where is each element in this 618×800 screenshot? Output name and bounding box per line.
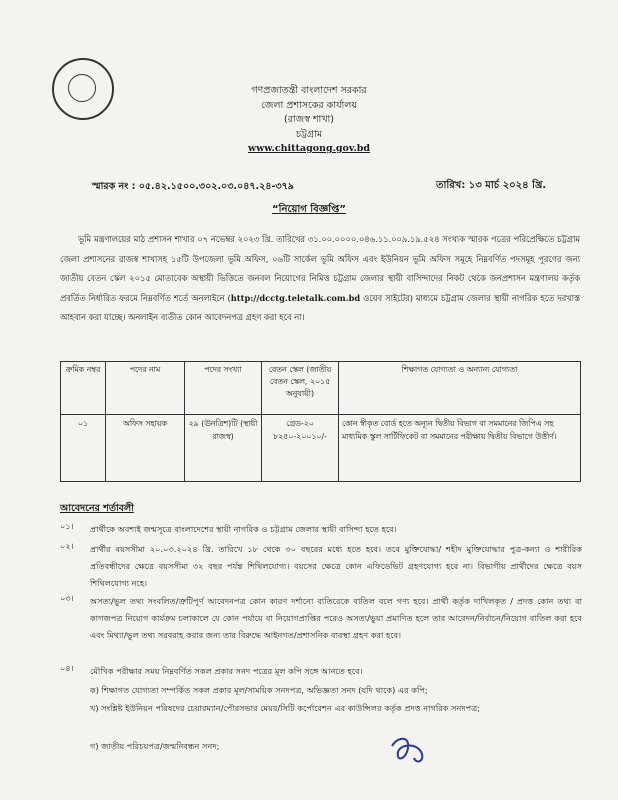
office-header — [0, 84, 618, 157]
term-text: প্রার্থীকে অবশ্যই জন্মসূত্রে বাংলাদেশের স্থায়ী নাগরিক ও চট্টগ্রাম জেলার স্থায়ী বাসিন্দা হতে হবে। — [90, 524, 397, 534]
notice-title-text: “নিয়োগ বিজ্ঞপ্তি” — [272, 204, 346, 215]
col-post-header: পদের নাম — [106, 362, 185, 415]
cell-serial: ০১ — [61, 415, 106, 482]
term-text: অসত্য/ভুল তথ্য সংবলিত/ত্রুটিপূর্ণ আবেদনপত্র কোন কারণ দর্শানো ব্যতিরেকে বাতিল বলে গণ্য হবে। প্রার্থী কর্তৃক দাখিলকৃত / প্রদত্ত কোন তথ্য বা কাগজপত্র নিয়োগ কার্যক্রম চলাকালে যে কোন পর্যায়ে বা নিয়োগপ্রাপ্তির পরেও অসত্য/ভুয়া প্রমাণিত হলে তার আবেদন/নির্বাচন/নিয়োগ বাতিল করা হবে এবং মিথ্যা/ভুল তথ্য সরবরাহ করার জন্য তার বিরুদ্ধে আইনগত/প্রশাসনিক ব্যবস্থা গ্রহণ করা হবে। — [90, 596, 582, 640]
term-number: ০১। — [60, 521, 74, 531]
term-number: ০৩। — [60, 593, 74, 603]
subitem-c: গ) জাতীয় পরিচয়পত্র/জন্মনিবন্ধন সনদ; — [90, 741, 220, 751]
intro-part-1: ভূমি মন্ত্রণালয়ের মাঠ প্রশাসন শাখার ০৭ নভেম্বর ২০২৩ খ্রি. তারিখের ৩১.০০.০০০০.০৪৬.১১.০০৯.১৯.৫২৪ সংখ্যক স্মারক পত্রের পরিপ্রেক্ষিতে চট্টগ্রাম জেলা প্রশাসনের রাজস্ব শাখাসহ ১৫টি উপজেলা ভূমি অফিস, ০৬টি সার্কেল ভূমি অফিস এবং ইউনিয়ন ভূমি অফিস সমূহে নিম্নবর্ণিত পদসমূহ পূরণের জন্য জাতীয় বেতন স্কেল ২০১৫ মোতাবেক অস্থায়ী ভিত্তিতে জনবল নিয়োগের নিমিত্ত চট্টগ্রাম জেলার স্থায়ী বাসিন্দাদের নিকট থেকে জনপ্রশাসন মন্ত্রণালয় কর্তৃক প্রবর্তিত নির্ধারিত ফরমে নিম্নবর্ণিত শর্তে অনলাইনে ( — [60, 234, 580, 303]
col-serial-header: ক্রমিক নম্বর — [61, 362, 106, 415]
term-number: ০২। — [60, 541, 74, 551]
subitem-b: খ) সংশ্লিষ্ট ইউনিয়ন পরিষদের চেয়ারম্যান/পৌরসভার মেয়র/সিটি কর্পোরেশন এর কাউন্সিলর কর্তৃক প্রদত্ত নাগরিক সনদপত্র; — [90, 703, 480, 713]
application-url-link[interactable]: http://dcctg.teletalk.com.bd — [230, 292, 361, 303]
terms-heading: আবেদনের শর্তাবলী — [60, 503, 134, 514]
col-count-header: পদের সংখ্যা — [185, 362, 262, 415]
vacancy-table — [60, 361, 581, 482]
header-line-office: জেলা প্রশাসকের কার্যালয় — [261, 99, 357, 111]
subitem-a: ক) শিক্ষাগত যোগ্যতা সম্পর্কিত সকল প্রকার মূল/সাময়িক সনদপত্র, অভিজ্ঞতা সনদ (যদি থাকে) এর কপি; — [90, 685, 428, 695]
term-number: ০৪। — [60, 663, 74, 673]
cell-scale: গ্রেড-২০ ৮২৫০-২০০১০/- — [262, 415, 339, 482]
header-line-branch: (রাজস্ব শাখা) — [283, 114, 335, 125]
header-line-city: চট্টগ্রাম — [295, 128, 323, 140]
signature-icon — [388, 732, 428, 768]
col-scale-header: বেতন স্কেল (জাতীয় বেতন স্কেল, ২০১৫ অনুযায়ী) — [262, 362, 339, 415]
col-qualification-header: শিক্ষাগত যোগ্যতা ও অন্যান্য যোগ্যতা — [339, 362, 581, 415]
table-row — [61, 415, 581, 482]
memo-number: স্মারক নং : ০৫.৪২.১৫০০.৩০২.০৩.০৪৭.২৪-৩৭৯ — [92, 181, 294, 192]
notice-date: তারিখ: ১৩ মার্চ ২০২৪ খ্রি. — [436, 180, 547, 191]
term-text: প্রার্থীর বয়সসীমা ২০.০৩.২০২৪ খ্রি. তারিখে ১৮ থেকে ৩০ বছরের মধ্যে হতে হবে। তবে মুক্তিযোদ্ধা/ শহীদ মুক্তিযোদ্ধার পুত্র-কন্যা ও শারীরিক প্রতিবন্ধীদের ক্ষেত্রে বয়সসীমা ৩২ বছর পর্যন্ত শিথিলযোগ্য। বয়সের ক্ষেত্রে কোন এফিডেভিট গ্রহণযোগ্য হবে না। বিভাগীয় প্রার্থীদের ক্ষেত্রে বয়স শিথিলযোগ্য নহে। — [90, 544, 582, 588]
table-header-row — [61, 362, 581, 415]
notice-title — [0, 202, 618, 219]
header-website-link[interactable]: www.chittagong.gov.bd — [247, 143, 371, 154]
intro-part-2: ওয়েব সাইটের) মাধ্যমে চট্টগ্রাম জেলার স্থায়ী নাগরিক হতে দরখাস্ত আহবান করা যাচ্ছে। অনলাইন ব্যতীত কোন আবেদনপত্র গ্রহণ করা হবে না। — [60, 292, 580, 322]
header-line-govt: গণপ্রজাতন্ত্রী বাংলাদেশ সরকার — [251, 85, 367, 96]
cell-count: ২৯ (ঊনত্রিশ)টি (স্থায়ী রাজস্ব) — [185, 415, 262, 482]
term-text: মৌখিক পরীক্ষার সময় নিম্নবর্ণিত সকল প্রকার সনদ পত্রের মূল কপি সঙ্গে আনতে হবে। — [90, 666, 363, 676]
cell-post: অফিস সহায়ক — [106, 415, 185, 482]
intro-paragraph — [60, 230, 580, 328]
cell-qualification: কোন স্বীকৃত বোর্ড হতে অন্যূন দ্বিতীয় বিভাগ বা সমমানের জিপিএ সহ মাধ্যমিক স্কুল সার্টিফিকেট বা সমমানের পরীক্ষায় দ্বিতীয় বিভাগে উত্তীর্ণ। — [339, 415, 581, 482]
